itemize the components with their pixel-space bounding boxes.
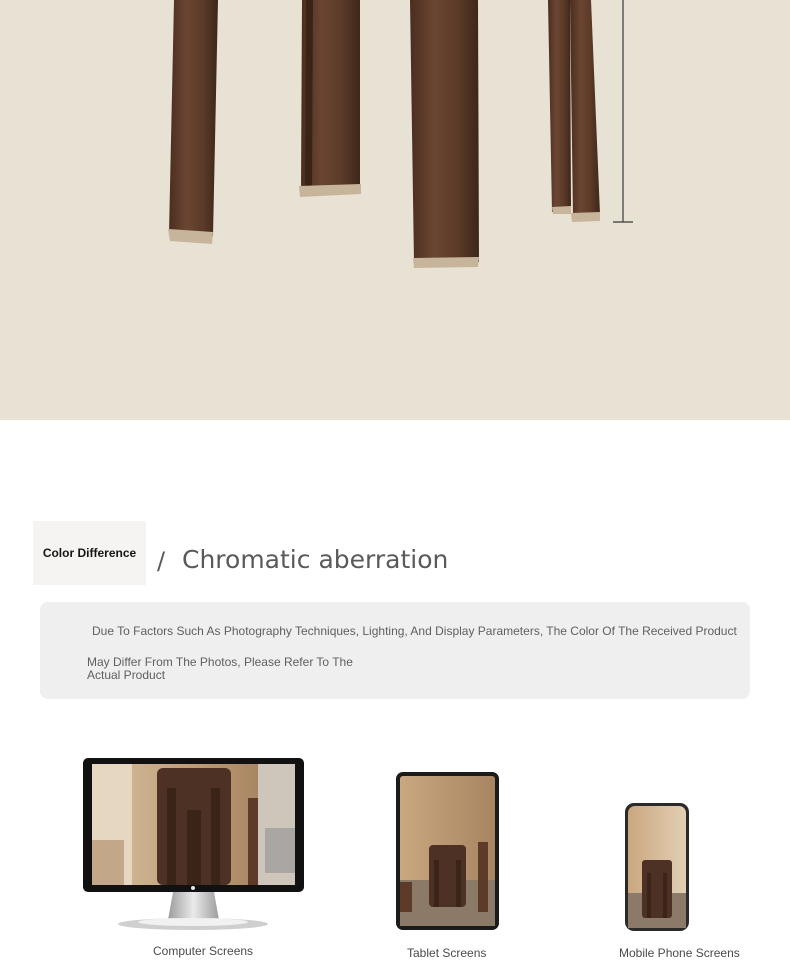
leg-3 <box>410 0 479 263</box>
tablet-icon <box>396 772 499 930</box>
title-separator: / <box>157 547 166 575</box>
leg-4a <box>548 0 571 212</box>
mobile-phone-screens-caption: Mobile Phone Screens <box>619 946 740 960</box>
color-difference-badge: Color Difference <box>33 521 146 585</box>
color-notice-box <box>40 602 750 699</box>
computer-screens-caption: Computer Screens <box>153 944 254 958</box>
leg-4b <box>570 0 600 216</box>
phone-icon <box>625 803 689 931</box>
section-title: Chromatic aberration <box>182 545 449 574</box>
leg-1 <box>169 0 218 236</box>
tablet-screens-caption: Tablet Screens <box>407 946 487 960</box>
monitor-icon <box>83 758 304 933</box>
stool-legs-illustration <box>0 0 790 420</box>
notice-text-line2: May Differ From The Photos, Please Refer To The Actual Product <box>87 655 353 682</box>
notice-text-line1: Due To Factors Such As Photography Techniques, Lighting, And Display Parameters, The Color Of The Received Product <box>92 624 737 638</box>
product-hero-image <box>0 0 790 420</box>
